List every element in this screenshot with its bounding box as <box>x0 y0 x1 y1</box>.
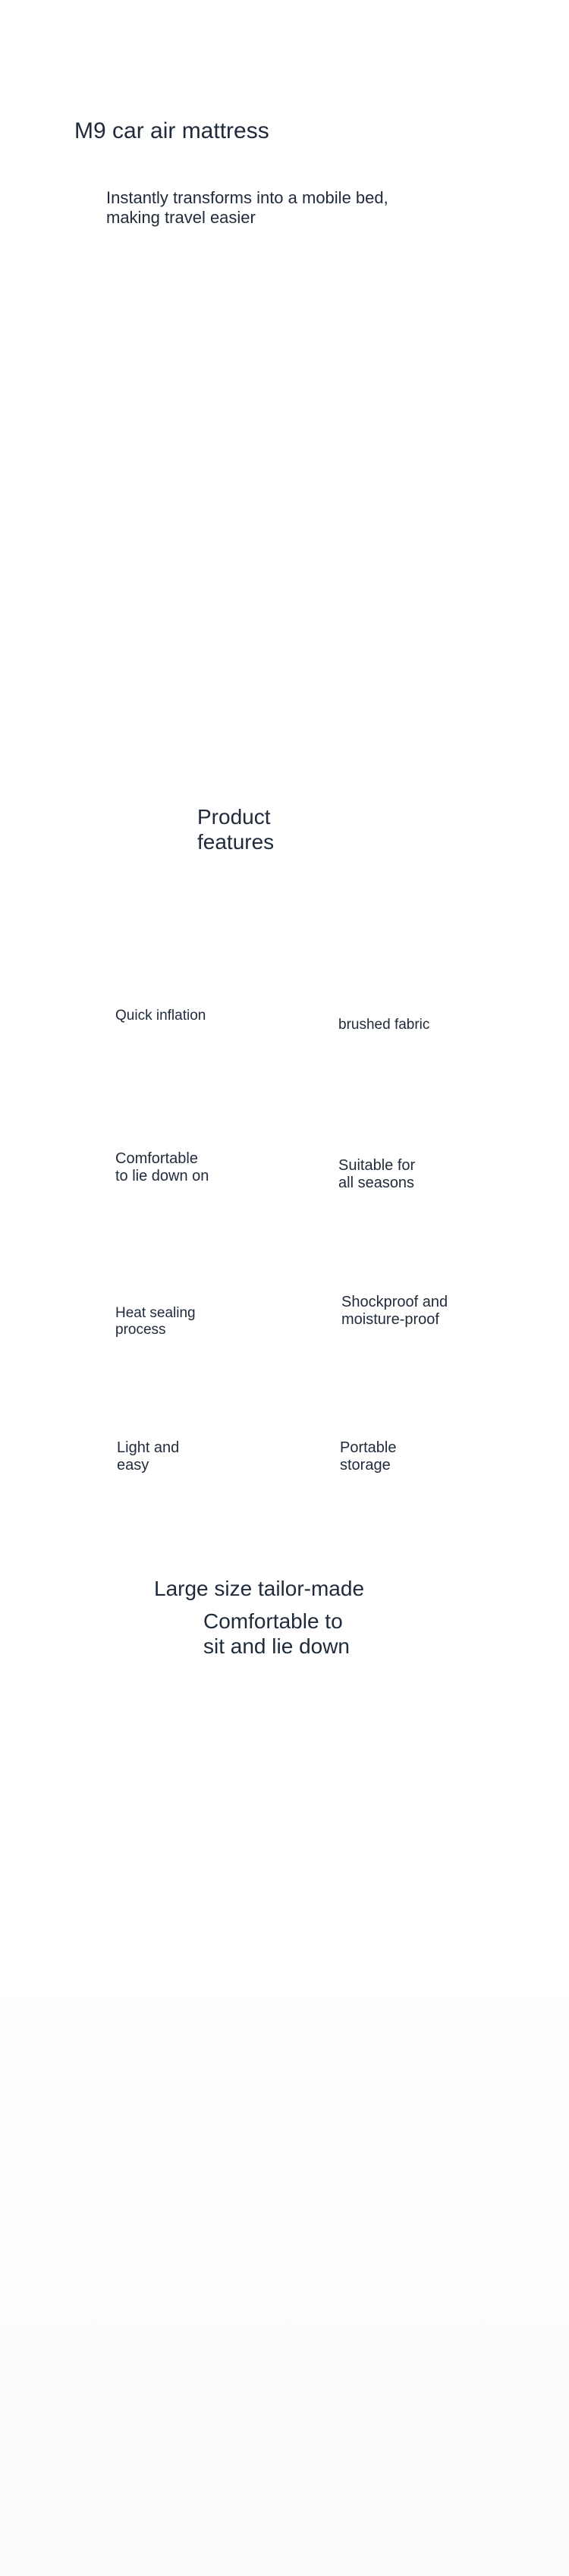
feature-heat-sealing: Heat sealing process <box>115 1305 196 1338</box>
hero-subtitle: Instantly transforms into a mobile bed, making travel easier <box>106 188 388 227</box>
features-heading: Product features <box>197 805 275 854</box>
feature-quick-inflation: Quick inflation <box>115 1008 206 1024</box>
feature-shockproof: Shockproof and moisture-proof <box>341 1294 448 1328</box>
feature-brushed-fabric: brushed fabric <box>338 1017 430 1033</box>
feature-comfortable: Comfortable to lie down on <box>115 1150 209 1184</box>
feature-light: Light and easy <box>117 1439 180 1474</box>
feature-all-seasons: Suitable for all seasons <box>338 1157 416 1191</box>
size-section-subtitle: Comfortable to sit and lie down <box>203 1609 351 1659</box>
size-section-title: Large size tailor-made <box>154 1577 365 1600</box>
hero-title: M9 car air mattress <box>74 118 269 143</box>
feature-portable-storage: Portable storage <box>340 1439 397 1474</box>
